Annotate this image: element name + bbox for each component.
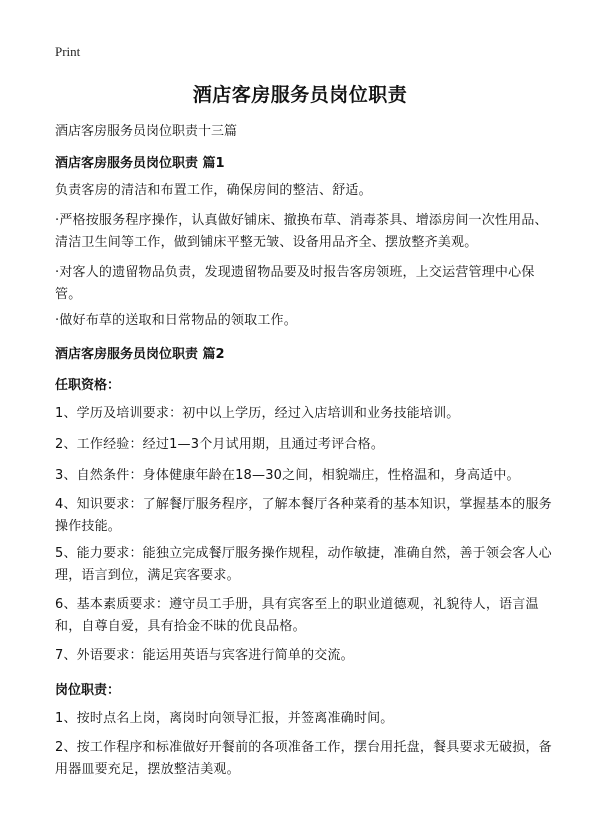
qualification-item: 5、能力要求：能独立完成餐厅服务操作规程，动作敏捷，准确自然，善于领会客人心理，语言到位，满足宾客要求。	[55, 546, 552, 583]
duty-item: 1、按时点名上岗，离岗时向领导汇报，并签离准确时间。	[55, 711, 394, 726]
qualifications-heading: 任职资格：	[55, 378, 121, 393]
qualification-item: 4、知识要求：了解餐厅服务程序，了解本餐厅各种菜肴的基本知识，掌握基本的服务操作技能。	[55, 497, 552, 534]
qualification-item: 6、基本素质要求：遵守员工手册，具有宾客至上的职业道德观，礼貌待人，语言温和，自尊自爱，具有拾金不昧的优良品格。	[55, 597, 539, 634]
document-subtitle: 酒店客房服务员岗位职责十三篇	[55, 124, 238, 139]
duty-item: 2、按工作程序和标准做好开餐前的各项准备工作，摆台用托盘，餐具要求无破损，备用器皿要充足，摆放整洁美观。	[55, 740, 552, 777]
qualification-item: 3、自然条件：身体健康年龄在18—30之间，相貌端庄，性格温和，身高适中。	[55, 468, 520, 483]
duties-heading: 岗位职责：	[55, 683, 121, 698]
qualification-item: 7、外语要求：能运用英语与宾客进行简单的交流。	[55, 648, 354, 663]
section-1-heading: 酒店客房服务员岗位职责 篇1	[55, 156, 225, 171]
section-1-paragraph: ·严格按服务程序操作，认真做好铺床、撤换布草、消毒茶具、增添房间一次性用品、清洁卫生间等工作，做到铺床平整无皱、设备用品齐全、摆放整齐美观。	[55, 213, 548, 250]
section-2-heading: 酒店客房服务员岗位职责 篇2	[55, 347, 225, 362]
qualification-item: 2、工作经验：经过1—3个月试用期，且通过考评合格。	[55, 437, 385, 452]
section-1-paragraph: ·对客人的遗留物品负责，发现遗留物品要及时报告客房领班，上交运营管理中心保管。	[55, 265, 535, 302]
qualification-item: 1、学历及培训要求：初中以上学历，经过入店培训和业务技能培训。	[55, 406, 460, 421]
section-1-paragraph: ·做好布草的送取和日常物品的领取工作。	[55, 313, 297, 328]
document-title: 酒店客房服务员岗位职责	[192, 84, 408, 106]
print-label: Print	[55, 44, 81, 59]
section-1-paragraph: 负责客房的清洁和布置工作，确保房间的整洁、舒适。	[55, 183, 372, 198]
